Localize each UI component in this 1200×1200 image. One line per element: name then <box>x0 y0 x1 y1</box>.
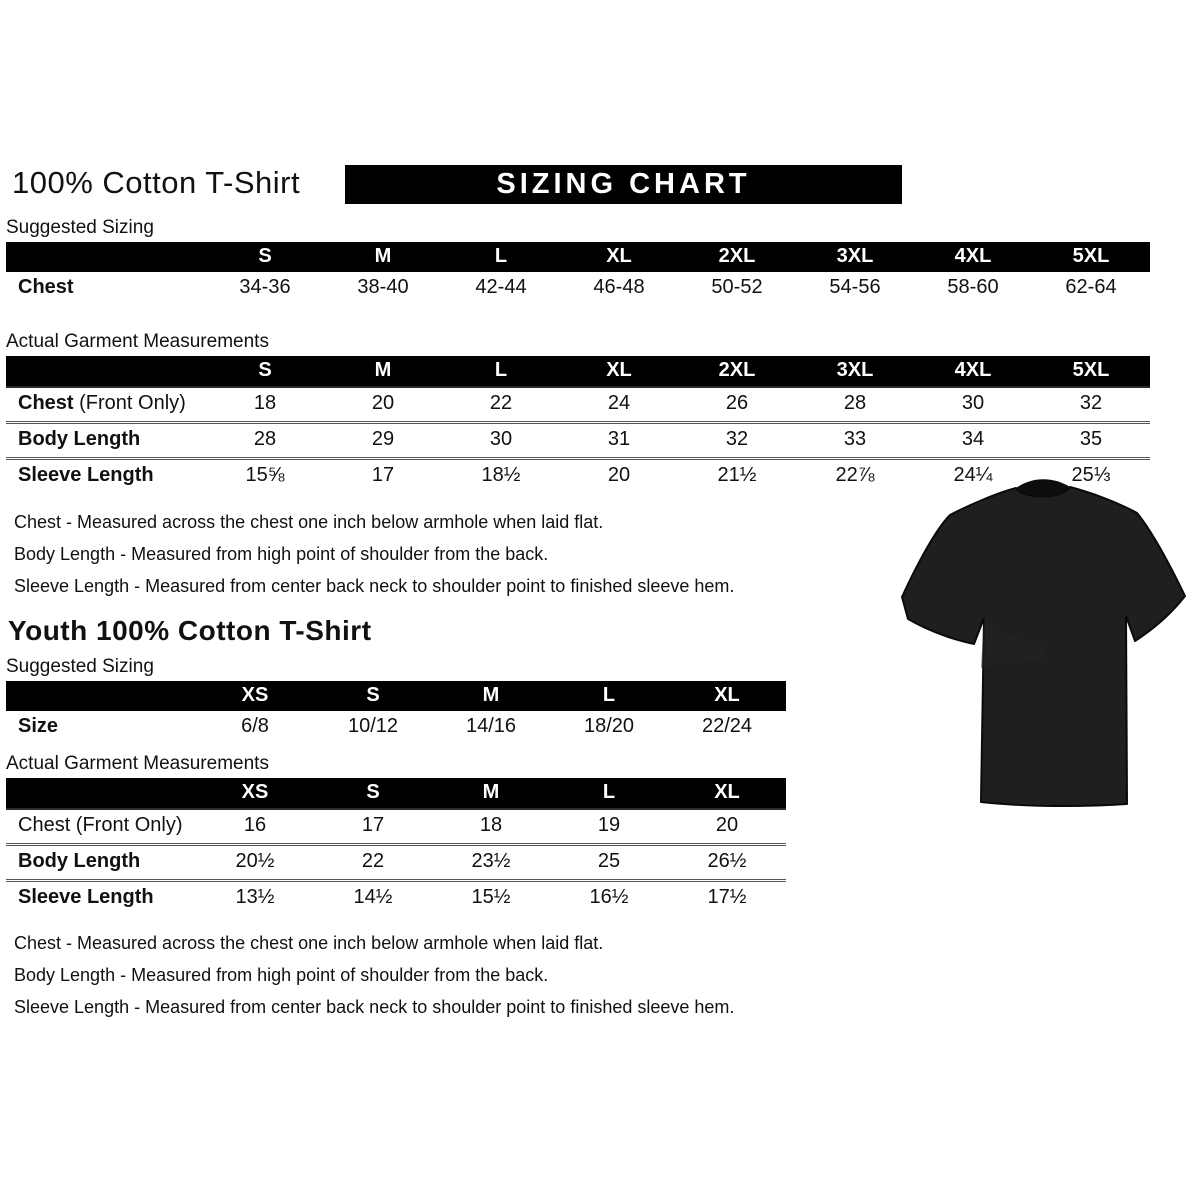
measurement-cell: 14/16 <box>465 715 517 737</box>
size-column-header: 3XL <box>796 242 914 272</box>
measurement-cell: 38-40 <box>357 276 409 298</box>
measurement-cell: 42-44 <box>475 276 527 298</box>
tshirt-body-shape <box>902 487 1185 806</box>
measurement-cell: 28 <box>843 392 867 414</box>
row-label: Chest (Front Only) <box>18 814 183 836</box>
measurement-cell: 50-52 <box>711 276 763 298</box>
youth-suggested-sizing-label: Suggested Sizing <box>6 656 154 677</box>
size-column-header: S <box>206 242 324 272</box>
measurement-cell: 31 <box>607 428 631 450</box>
measurement-cell: 19 <box>597 814 621 836</box>
youth-actual-measurements-label: Actual Garment Measurements <box>6 753 269 774</box>
measurement-cell: 20 <box>371 392 395 414</box>
measurement-cell: 22 <box>489 392 513 414</box>
measurement-cell: 13½ <box>235 886 275 908</box>
size-column-header: XL <box>668 778 786 809</box>
measurement-cell: 58-60 <box>947 276 999 298</box>
measurement-cell: 28 <box>253 428 277 450</box>
header-row <box>6 681 786 711</box>
measurement-cell: 32 <box>725 428 749 450</box>
measurement-cell: 18 <box>253 392 277 414</box>
youth-measurement-notes <box>6 927 1200 1023</box>
size-column-header: L <box>550 778 668 809</box>
measurement-cell: 34-36 <box>239 276 291 298</box>
measurement-cell: 30 <box>961 392 985 414</box>
row-label: Sleeve Length <box>18 464 154 486</box>
note-line: Sleeve Length - Measured from center back neck to shoulder point to finished sleeve hem. <box>14 997 735 1017</box>
size-column-header: 2XL <box>678 242 796 272</box>
label-column-header <box>6 778 196 809</box>
measurement-cell: 30 <box>489 428 513 450</box>
note-line: Chest - Measured across the chest one inch below armhole when laid flat. <box>14 512 604 532</box>
measurement-cell: 15⅝ <box>245 464 285 486</box>
youth-suggested-sizing-table <box>6 681 786 744</box>
measurement-cell: 23½ <box>471 850 511 872</box>
label-column-header <box>6 242 206 272</box>
tshirt-graphic <box>893 468 1193 816</box>
measurement-cell: 22/24 <box>701 715 753 737</box>
measurement-cell: 15½ <box>471 886 511 908</box>
size-column-header: L <box>550 681 668 711</box>
size-column-header: M <box>324 242 442 272</box>
measurement-cell: 62-64 <box>1065 276 1117 298</box>
note-line: Chest - Measured across the chest one inch below armhole when laid flat. <box>14 933 604 953</box>
size-column-header: XL <box>668 681 786 711</box>
table-row <box>6 809 786 845</box>
note-line: Body Length - Measured from high point of shoulder from the back. <box>14 965 549 985</box>
size-column-header: M <box>432 778 550 809</box>
measurement-cell: 26½ <box>707 850 747 872</box>
row-label: Body Length <box>18 850 141 872</box>
youth-title: Youth 100% Cotton T-Shirt <box>8 615 372 646</box>
table-row <box>6 272 1150 305</box>
measurement-cell: 32 <box>1079 392 1103 414</box>
note-line: Body Length - Measured from high point of shoulder from the back. <box>14 544 549 564</box>
table-row <box>6 711 786 744</box>
size-column-header: S <box>314 681 432 711</box>
measurement-cell: 54-56 <box>829 276 881 298</box>
adult-suggested-sizing-table <box>6 242 1150 305</box>
adult-actual-measurements-label: Actual Garment Measurements <box>6 331 269 352</box>
size-column-header: XS <box>196 681 314 711</box>
measurement-cell: 22 <box>361 850 385 872</box>
size-column-header: M <box>324 356 442 387</box>
measurement-cell: 17½ <box>707 886 747 908</box>
row-label: Body Length <box>18 428 141 450</box>
measurement-cell: 20 <box>715 814 739 836</box>
sizing-chart-banner: SIZING CHART <box>345 165 902 204</box>
measurement-cell: 29 <box>371 428 395 450</box>
measurement-cell: 22⅞ <box>835 464 875 486</box>
measurement-cell: 16 <box>243 814 267 836</box>
black-tshirt-image <box>893 468 1193 816</box>
measurement-cell: 46-48 <box>593 276 645 298</box>
row-label: Chest <box>18 276 74 298</box>
measurement-cell: 20½ <box>235 850 275 872</box>
measurement-cell: 18 <box>479 814 503 836</box>
row-label: Chest (Front Only) <box>18 392 186 414</box>
adult-suggested-sizing-label: Suggested Sizing <box>6 217 154 238</box>
size-column-header: 2XL <box>678 356 796 387</box>
size-column-header: S <box>314 778 432 809</box>
measurement-cell: 20 <box>607 464 631 486</box>
size-column-header: L <box>442 356 560 387</box>
header-row <box>6 165 1200 209</box>
measurement-cell: 34 <box>961 428 985 450</box>
measurement-cell: 25 <box>597 850 621 872</box>
table-row <box>6 423 1150 459</box>
measurement-cell: 17 <box>361 814 385 836</box>
measurement-cell: 16½ <box>589 886 629 908</box>
measurement-cell: 24¼ <box>953 464 993 486</box>
measurement-cell: 18½ <box>481 464 521 486</box>
measurement-cell: 10/12 <box>347 715 399 737</box>
size-column-header: XS <box>196 778 314 809</box>
label-column-header <box>6 356 206 387</box>
adult-title: 100% Cotton T-Shirt <box>12 165 301 200</box>
label-column-header <box>6 681 196 711</box>
size-column-header: XL <box>560 242 678 272</box>
measurement-cell: 21½ <box>717 464 757 486</box>
size-column-header: L <box>442 242 560 272</box>
youth-actual-measurements-table <box>6 778 786 915</box>
header-row <box>6 242 1150 272</box>
measurement-cell: 24 <box>607 392 631 414</box>
note-line: Sleeve Length - Measured from center back neck to shoulder point to finished sleeve hem. <box>14 576 735 596</box>
measurement-cell: 17 <box>371 464 395 486</box>
size-column-header: 4XL <box>914 242 1032 272</box>
size-column-header: 5XL <box>1032 242 1150 272</box>
measurement-cell: 14½ <box>353 886 393 908</box>
header-row <box>6 778 786 809</box>
size-column-header: 5XL <box>1032 356 1150 387</box>
measurement-cell: 35 <box>1079 428 1103 450</box>
size-column-header: S <box>206 356 324 387</box>
measurement-cell: 6/8 <box>241 715 269 737</box>
table-row <box>6 845 786 881</box>
table-row <box>6 387 1150 423</box>
size-column-header: 4XL <box>914 356 1032 387</box>
measurement-cell: 18/20 <box>583 715 635 737</box>
header-row <box>6 356 1150 387</box>
size-column-header: XL <box>560 356 678 387</box>
table-row <box>6 881 786 916</box>
measurement-cell: 33 <box>843 428 867 450</box>
measurement-cell: 26 <box>725 392 749 414</box>
size-column-header: M <box>432 681 550 711</box>
measurement-cell: 25⅓ <box>1071 464 1111 486</box>
row-label: Size <box>18 715 59 737</box>
size-column-header: 3XL <box>796 356 914 387</box>
row-label: Sleeve Length <box>18 886 154 908</box>
